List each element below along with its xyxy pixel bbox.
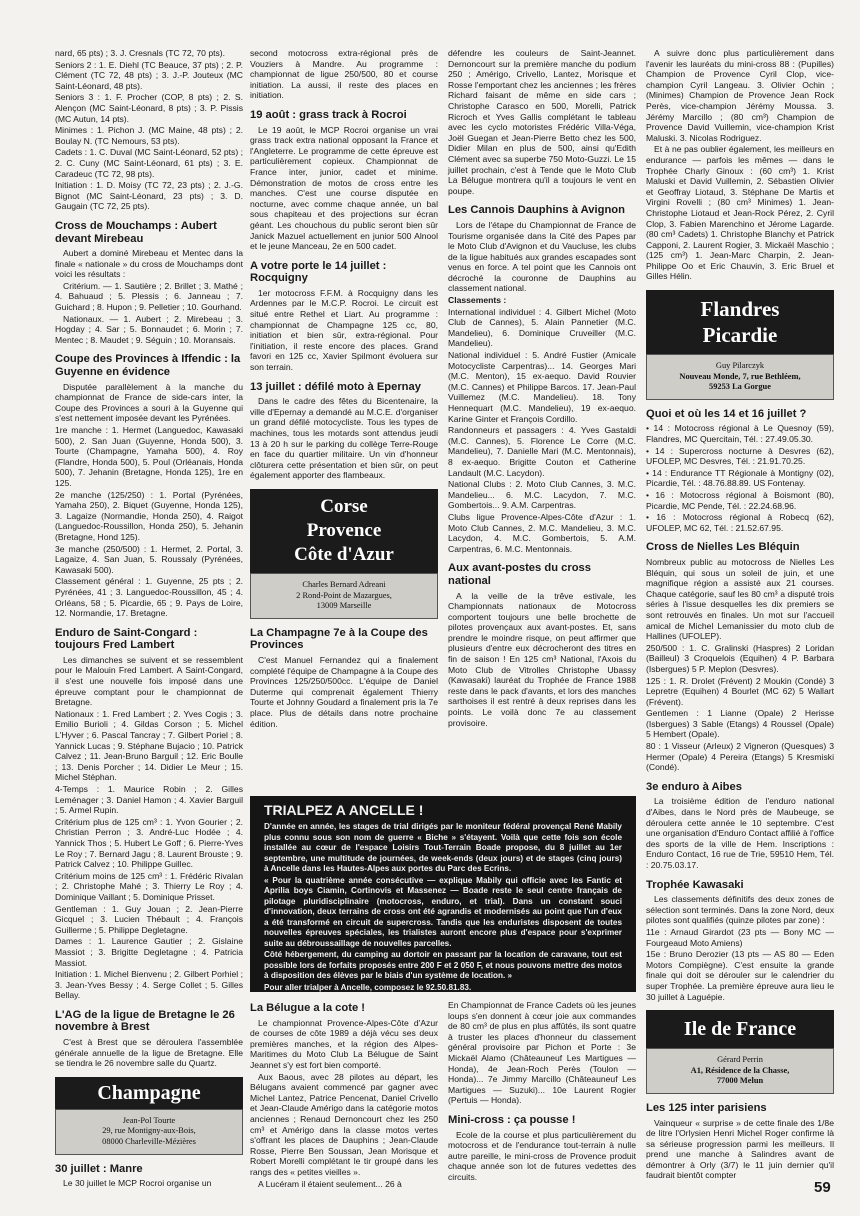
article-text: 1er motocross F.F.M. à Rocquigny dans les Ardennes par le M.C.P. Rocroi. Le circuit est situé entre Rethel et Liart. Au programme : championnat de Champagne 125 cc, 80, initiation et bien sûr, extra-régional. Pour l'initiation, il reste encore des places. Grand favori en 125 cc, Xavier Spilmont évoluera sur son terrain. xyxy=(250,287,438,373)
result-line: Gentleman : 1. Guy Jouan ; 2. Jean-Pierre Gicquel ; 3. Lucien Thébault ; 4. François Guillerme ; 5. Philippe Degletagne. xyxy=(55,903,243,935)
article-text: Nombreux public au motocross de Nielles Les Bléquin, qui sous un soleil de juin, et une magnifique région a assisté aux 21 courses. Chaque catégorie, sauf les 80 cm³ a disputé trois séries à l'issue desquelles les dix premiers se sont retrouvés en finales. Un mot sur l'accueil amical de Michel Lemanissier du moto club de Hallines (UFOLEP). xyxy=(646,556,834,642)
article-text: Vainqueur « surprise » de cette finale des 1/8e de litre l'Orlysien Henri Michel Roger confirme là sa sérieuse progression parmi les meilleurs. Il prend une manche à Salindres avant de démontrer à Orly (3/7) le 11 juin dernier qu'il faudrait bientôt compter xyxy=(646,1117,834,1181)
region-address xyxy=(646,354,834,400)
region-banner-champagne xyxy=(55,1077,243,1109)
region-name: Corse xyxy=(320,495,368,517)
article-title-ag: L'AG de la ligue de Bretagne le 26 novembre à Brest xyxy=(55,1008,235,1034)
result-line: Critérium plus de 125 cm³ : 1. Yvon Gourier ; 2. Christian Perron ; 3. André-Luc Hodée ; 4. Yannick Thos ; 5. Hubert Le Goff ; 6. Pierre-Yves Le Roy ; 7. Bernard Jagu ; 8. Laurent Brouste ; 9. Patrick Calvez ; 10. Philippe Guillec. xyxy=(55,816,243,870)
result-line: 4-Temps : 1. Maurice Robin ; 2. Gilles Leménager ; 3. Daniel Hamon ; 4. Xavier Barguil ; 5. Armel Rupin. xyxy=(55,784,243,816)
lower-left-article xyxy=(250,996,438,1189)
result-line: Randonneurs et passagers : 4. Yves Gastaldi (M.C. Cannes), 5. Florence Le Corre (M.C. Mandelieu), 7. Danielle Mari (M.C. Mentonnais), 8 ex-aequo. Brigitte Couton et Catherine Landault (M.C. Lacydon). xyxy=(448,425,636,478)
article-text: défendre les couleurs de Saint-Jeannet. Dernoncourt sur la première manche du podium 250 ; Amérigo, Crivello, Lantez, Morisque et Rosse l'emportant chez les anciennes ; les frères Richard faisant de même en side cars ; Christophe Carasco en 500, Morelli, Patrick Ricroch et Yves Gallis complétant le tableau avec les cyclo motoristes Frédéric Villa-Véga, Joël Guegan et Jean-Pierre Betto chez les 500, Didier Milan en plus de 500, ainsi qu'Edith Clément avec sa superbe 750 Moto-Guzzi. Le 15 juillet prochain, c'est à Tende que le Moto Club La Bélugue montrera qu'il a toujours le vent en poupe. xyxy=(448,48,636,196)
address-line: 29, rue Montigny-aux-Bois, xyxy=(102,1126,196,1136)
article-text: Ecole de la course et plus particulièrement du motocross et de l'endurance tout-terrain à nulle autre pareille, le mini-cross de Provence produit chaque année son lot de futures vedettes des circuits. xyxy=(448,1129,636,1182)
result-line: Initiation : 1. Michel Bienvenu ; 2. Gilbert Porhiel ; 3. Jean-Yves Bessy ; 4. Serge Collet ; 5. Gilles Bellay. xyxy=(55,969,243,1001)
result-line: Clubs ligue Provence-Alpes-Côte d'Azur : 1. Moto Club Cannes, 2. M.C. Mandelieu, 3. M.C. Lacydon, 4. M.C. Gombertois, 5. A.M. Carpentras, 6. M.C. Mentonnais. xyxy=(448,511,636,554)
region-banner-flandres xyxy=(646,290,834,354)
article-title-belugue: La Bélugue a la cote ! xyxy=(250,1002,366,1014)
region-address xyxy=(646,1048,834,1094)
article-text: C'est à Brest que se déroulera l'assemblée générale annuelle de la ligue de Bretagne. Elle se tiendra le 26 novembre salle du Quartz. xyxy=(55,1037,243,1069)
address-line: Nouveau Monde, 7, rue Bethléem, xyxy=(679,371,801,381)
list-item: • 14 : Motocross régional à Le Quesnoy (59), Flandres, MC Quercitain, Tél. : 27.49.05.30. xyxy=(646,423,834,445)
list-item: • 16 : Motocross régional à Boismont (80), Picardie, MC Pende, Tél. : 22.24.68.96. xyxy=(646,490,834,511)
article-title-manre: 30 juillet : Manre xyxy=(55,1162,143,1175)
article-title-champagne7: La Champagne 7e à la Coupe des Provinces xyxy=(250,626,428,652)
region-address xyxy=(250,573,438,619)
result-line: Seniors 3 : 1. F. Procher (COP, 8 pts) ; 2. S. Alençon (MC Saint-Léonard, 8 pts) ; 3. P. Pissis (MC Autun, 14 pts). xyxy=(55,92,243,124)
article-text: second motocross extra-régional près de Vouziers à Mandre. Au programme : championnat de ligue 250/500, 80 et course initiation. La aussi, il reste des places en initiation. xyxy=(250,48,438,101)
article-text: Aubert a dominé Mirebeau et Mentec dans la finale « nationale » du cross de Mouchamps dont voici les résultats : xyxy=(55,248,243,280)
trial-feature-box xyxy=(250,796,636,992)
article-title-kawasaki: Trophée Kawasaki xyxy=(646,878,744,891)
address-line: 13009 Marseille xyxy=(316,601,372,611)
result-line: Nationaux : 1. Fred Lambert ; 2. Yves Cogis ; 3. Emilio Burioli ; 4. Gildas Corson ; 5. Michel L'Hyver ; 6. Pascal Tancray ; 7. Gilbert Poriel ; 8. Yannick Lucas ; 9. Stéphane Bujacio ; 10. Patrick Calvez ; 11. Jean-Bruno Barguil ; 12. Eric Boulle ; 13. Denis Porcher ; 14. Didier Le Meur ; 15. Michel Stéphan. xyxy=(55,708,243,783)
result-line: 250/500 : 1. C. Gralinski (Haspres) 2 Loridan (Bailleul) 3 Croquelois (Equihen) 4 P. Barbara (Isbergues) 5 P. Meplon (Desvres). xyxy=(646,642,834,674)
address-line: Guy Pilarczyk xyxy=(715,361,765,371)
article-title-nielles: Cross de Nielles Les Bléquin xyxy=(646,541,800,554)
column-4 xyxy=(646,48,834,1181)
article-text: Les dimanches se suivent et se ressemblent pour le Malouin Fred Lambert. A Saint-Congard, il s'est une nouvelle fois imposé dans une épreuve comptant pour le championnat de Bretagne. xyxy=(55,654,243,708)
result-line: 125 : 1. R. Drolet (Frévent) 2 Moukin (Condé) 3 Lepretre (Equihen) 4 Bourlet (MC 62) 5 Wallart (Frévent). xyxy=(646,675,834,707)
result-line: Nationaux. — 1. Aubert ; 2. Mirebeau ; 3. Hogday ; 4. Sar ; 5. Bonnaudet ; 6. Morin ; 7. Mentec ; 8. Maudet ; 9. Séguin ; 10. Moransais. xyxy=(55,313,243,345)
result-line: 15e : Bruno Derozier (13 pts — AS 80 — Eden Motors Compiègne). C'est ensuite la grande finale qui doit se dérouler sur le calendrier du super Trophée. La première épreuve aura lieu le 30 juillet à Laguépie. xyxy=(646,949,834,1002)
region-banner-corse xyxy=(250,489,438,573)
article-title-epernay: 13 juillet : défilé moto à Epernay xyxy=(250,380,421,393)
address-line: 08000 Charleville-Mézières xyxy=(102,1137,196,1147)
result-line: 11e : Arnaud Girardot (23 pts — Bony MC — Fourgeaud Moto Amiens) xyxy=(646,926,834,948)
address-line: 59253 La Gorgue xyxy=(709,382,771,392)
result-line: 80 : 1 Visseur (Arleux) 2 Vigneron (Quesques) 3 Hermer (Opale) 4 Pereira (Etangs) 5 Kresmiski (Condé). xyxy=(646,741,834,773)
page-number: 59 xyxy=(814,1179,831,1196)
result-line: National Clubs : 2. Moto Club Cannes, 3. M.C. Mandelieu... 6. M.C. Lacydon, 7. M.C. Gombertois... 9. A.M. Carpentras. xyxy=(448,479,636,511)
region-banner-idf xyxy=(646,1010,834,1048)
trial-paragraph: D'année en année, les stages de trial dirigés par le moniteur fédéral provençal René Mabily plus connu sous son nom de guerre « Biche » s'étayent. Voilà que cette fois son école installée au cœur de l'espace Loisirs Tout-Terrain Boade propose, du 8 juillet au 1er septembre, une multitude de journées, de week-ends (deux jours) et de stages (cinq jours) à Ancelle dans les Hautes-Alpes aux portes du Parc des Ecrins. xyxy=(264,822,622,873)
address-line: A1, Résidence de la Chasse, xyxy=(690,1065,790,1075)
address-line: 77000 Melun xyxy=(716,1076,764,1086)
region-name: Provence xyxy=(306,519,382,541)
article-title-iffendic: Coupe des Provinces à Iffendic : la Guyenne en évidence xyxy=(55,353,241,379)
article-title-quoi: Quoi et où les 14 et 16 juillet ? xyxy=(646,407,807,420)
region-name: Champagne xyxy=(97,1081,201,1104)
lower-right-article xyxy=(448,996,636,1182)
article-text: Le championnat Provence-Alpes-Côte d'Azur de courses de côte 1989 a déjà vécu ses deux premières manches, et la région des Alpes-Maritimes du Moto Club La Bélugue de Saint Jeannet s'y est fort bien comporté. xyxy=(250,1017,438,1070)
trial-title: TRIALPEZ A ANCELLE ! xyxy=(264,802,424,818)
address-line: Gérard Perrin xyxy=(717,1055,763,1065)
address-line: 2 Rond-Point de Mazargues, xyxy=(296,590,392,600)
result-line: nard, 65 pts) ; 3. J. Cresnals (TC 72, 70 pts). xyxy=(55,48,226,58)
trial-paragraph: « Pour la quatrième année consécutive — explique Mabily qui officie avec les Fantic et Aprilia boys Ciamin, Cortinovis et Massenez — Boade reste le seul centre français de pilotage pluridisciplinaire (motocross, enduro, et trial). Dans un constant souci d'innovation, deux terrains de cross ont été agrandis et modernisés au point que l'un d'eux a été transformé en circuit de supercross. Tandis que les enduristes disposent de toutes nouvelles épreuves spéciales, les trialistes auront encore plus d'espace pour s'exprimer suite au débroussaillage de nouvelles parcelles. xyxy=(264,875,622,948)
article-title-mini-cross: Mini-cross : ça pousse ! xyxy=(448,1113,576,1126)
address-line: Jean-Pol Tourte xyxy=(122,1115,176,1125)
trial-paragraph: Pour aller trialper à Ancelle, composez le 92.50.81.83. xyxy=(264,982,472,992)
article-text: Et à ne pas oublier également, les meilleurs en endurance — parfois les mêmes — dans le Trophée Charly Ginoux : (60 cm³) 1. Krist Maluski et David Vuillemin, 2. Sébastien Olivier et Geoffray Liotaud, 3. Stéphane De Martis et Virgini Rovelli ; (80 cm³ Minimes) 1. Jean-Christophe Liotaud et Jean-Rock Pérez, 2. Cyril Clop, 3. Fabien Marenchino et Jérome Lagarde. (80 cm³ Cadets) 1. Christophe Blanchy et Patrick Capponi, 2. Laurent Rogier, 3. Mickaël Maschio ; (125 cm³) 1. Jean-Marc Charpin, 2. Jean-Philippe Oo et Eric Chauvin, 3. Eric Bruel et Gilles Hélin. xyxy=(646,144,834,282)
article-text: Disputée parallèlement à la manche du championnat de France de side-cars inter, la Coupe des Provinces a souri à la Guyenne qui s'est nettement imposée devant les Pyrénées. xyxy=(55,381,243,424)
article-title-rocquigny: A votre porte le 14 juillet : Rocquigny xyxy=(250,259,387,285)
list-item: • 16 : Motocross régional à Robecq (62), UFOLEP, MC 62, Tél. : 21.52.67.95. xyxy=(646,512,834,533)
result-line: National individuel : 5. André Fustier (Amicale Motocycliste Carpentras)... 14. Georges Mari (M.C. Menton), 15 ex-aequo. David Rouvier (M.C. Cannes) et Philippe Barcos. 17. Jean-Paul Vuillemez (M.C. Mandelieu). 18. Tony Hennequart (M.C. Mandelieu), 19 ex-aequo. Karine Ginter et François Cordillo. xyxy=(448,350,636,424)
article-text: Aux Baous, avec 28 pilotes au départ, les Bélugans avaient commencé par gagner avec Michel Lantez, Patrice Pencenat, Daniel Crivello et Jean-Claude Amérigo dans la catégorie motos anciennes ; Renaud Dernoncourt chez les 250 cm³ et Amérigo dans la classe motos vertes s'offrant les places de Dauphins ; Jean-Claude Rosse, Pierre Ben Soussan, Jean Morisque et Robert Morelli complétant le tir groupé dans les rangs des « petites vieilles ». xyxy=(250,1071,438,1177)
list-item: • 14 : Supercross nocturne à Desvres (62), UFOLEP, MC Desvres, Tél. : 21.91.70.25. xyxy=(646,445,834,467)
trial-paragraph: Côté hébergement, du camping au dortoir en passant par la location de caravane, tout est possible lors de forfaits proposés entre 200 F et 2 050 F, et nous pouvons mettre des motos à disposition des élèves par le biais d'un système de location. » xyxy=(264,950,622,980)
result-line: Classement général : 1. Guyenne, 25 pts ; 2. Pyrénées, 41 ; 3. Languedoc-Roussillon, 45 ; 4. Orléans, 58 ; 5. Picardie, 65 ; 9. Pays de Loire, 12. Normandie, 17. Bretagne. xyxy=(55,576,243,619)
address-line: Charles Bernard Adreani xyxy=(302,579,386,589)
article-text: Le 19 août, le MCP Rocroi organise un vrai grass track extra national opposant la France et l'Angleterre. Le programme de cette épreuve est particulièrement copieux. Championnat de France inter, junior, cadet et minime. Démonstration de motos de cross entre les manches. C'est une course disputée en nocturne, avec comme chaque année, un bal sous chapiteau et des projections sur écran géant. Les chouchous du public seront bien sûr Janick Mazuel actuellement en junior 500 Alnool et le jeune Manceau, 2e en 500 cadet. xyxy=(250,124,438,252)
region-name: Côte d'Azur xyxy=(294,543,394,565)
region-name: Flandres xyxy=(700,297,780,322)
result-heading: Classements : xyxy=(448,295,507,306)
result-line: Cadets : 1. C. Duval (MC Saint-Léonard, 52 pts) ; 2. C. Cuny (MC Saint-Léonard, 61 pts) ; 3. E. Caradeuc (TC 72, 98 pts). xyxy=(55,147,243,179)
article-text: La troisième édition de l'enduro national d'Aibes, dans le Nord près de Maubeuge, se déroulera cette année le 10 septembre. C'est une organisation d'Enduro Contact affilié à l'office des sports de la ville de Hem. Inscriptions : Enduro Contact, 16 rue de Trie, 59510 Hem, Tél. : 20.75.03.17. xyxy=(646,796,834,870)
result-line: Critérium. — 1. Sautière ; 2. Brillet ; 3. Mathé ; 4. Bahuaud ; 5. Plessis ; 6. Janneau ; 7. Guichard ; 8. Hupon ; 9. Pelletier ; 10. Gourhand. xyxy=(55,280,243,313)
column-3 xyxy=(448,48,636,792)
result-line: Minimes : 1. Pichon J. (MC Maine, 48 pts) ; 2. Boulay N. (TC Nemours, 53 pts). xyxy=(55,125,243,146)
region-name: Ile de France xyxy=(683,1018,797,1041)
result-line: Seniors 2 : 1. E. Diehl (TC Beauce, 37 pts) ; 2. P. Clément (TC 72, 48 pts) ; 3. J.-P. Jouteux (MC Saint-Léonard, 48 pts). xyxy=(55,59,243,91)
article-text: A Lucéram il étaient seulement... 26 à xyxy=(258,1178,402,1189)
result-line: Initiation : 1. D. Moisy (TC 72, 23 pts) ; 2. J.-G. Bignot (MC Saint-Léonard, 23 pts) ; 3. D. Gaugain (TC 72, 25 pts). xyxy=(55,180,243,212)
article-text: En Championnat de France Cadets où les jeunes loups s'en donnent à cœur joie aux commandes de 80 cm³ de plus en plus affûtés, ils sont quatre à truster les places d'honneur du classement général provisoire par Pichon et Porte : 3e Mickaël Alamo (Châteauneuf Les Martigues — Honda), 4e Jean-Roch Perès (Toulon — Honda)... 7e Jimmy Marcillo (Châteauneuf Les Martigues — Suzuki)... 10e Laurent Rogier (Pertuis — Honda). xyxy=(448,1000,636,1106)
article-title-cannois: Les Cannois Dauphins à Avignon xyxy=(448,204,625,217)
article-text: Dans le cadre des fêtes du Bicentenaire, la ville d'Epernay a demandé au M.C.E. d'organiser un grand défilé motocycliste. Tous les types de machines, tous les motards sont attendus jeudi 13 à 20 h sur le parking du collège Terre-Rouge en face du quartier militaire. Un vin d'honneur clôturera cette présentation et bien sûr, on peut également apporter des flambeaux. xyxy=(250,396,438,481)
list-item: • 14 : Endurance TT Régionale à Montigny (02), Picardie, Tél. : 48.76.88.89. US Fontenay. xyxy=(646,467,834,489)
article-title-rocroi: 19 août : grass track à Rocroi xyxy=(250,108,407,121)
article-text: A suivre donc plus particulièrement dans l'avenir les lauréats du mini-cross 88 : (Pupilles) Champion de Provence Cyril Clop, vice-champion Cyril Langeau. 3. Olivier Ochin ; (Minimes) Champion de Provence Jean Rock Perès, vice-champion Jérémy Moussa. 3. Jérémy Marcillo ; (80 cm³) Champion de Provence David Vuillemin, vice-champion Krist Maluski. 3. Nicolas Rodriguez. xyxy=(646,48,834,143)
result-line: Critérium moins de 125 cm³ : 1. Frédéric Rivalan ; 2. Christophe Mahé ; 3. Thierry Le Roy ; 4. Dominique Vaillant ; 5. Dominique Prisset. xyxy=(55,870,243,902)
article-title-125-inter: Les 125 inter parisiens xyxy=(646,1101,767,1114)
article-title-mouchamps: Cross de Mouchamps : Aubert devant Mirebeau xyxy=(55,219,217,245)
result-line: Dames : 1. Laurence Gautier ; 2. Gislaine Massiot ; 3. Brigitte Degletagne ; 4. Patricia Massiot. xyxy=(55,936,243,968)
region-name: Picardie xyxy=(702,323,778,348)
article-text: Les classements définitifs des deux zones de sélection sont terminés. Dans la zone Nord, deux pilotes sont qualifiés (quinze pilotes par zone) : xyxy=(646,894,834,926)
region-address xyxy=(55,1109,243,1155)
column-1 xyxy=(55,48,243,1189)
article-title-aibes: 3e enduro à Aibes xyxy=(646,780,742,793)
article-title-congard: Enduro de Saint-Congard : toujours Fred Lambert xyxy=(55,626,198,652)
result-line: International individuel : 4. Gilbert Michel (Moto Club de Cannes), 5. Alain Pannetier (M.C. Mandelieu), 6. Dominique Cruveiller (M.C. Mandelieu). xyxy=(448,306,636,349)
result-line: 3e manche (250/500) : 1. Hermet, 2. Portal, 3. Lagaize, 4. San Juan, 5. Roussaly (Pyrénées, Kawasaki 500). xyxy=(55,543,243,575)
result-line: Gentlemen : 1 Lianne (Opale) 2 Herisse (Isbergues) 3 Sable (Etangs) 4 Roussel (Opale) 5 Hembert (Opale). xyxy=(646,708,834,740)
column-2 xyxy=(250,48,438,792)
result-line: 1re manche : 1. Hermet (Languedoc, Kawasaki 500), 2. San Juan (Guyenne, Honda 500), 3. Tourte (Champagne, Yamaha 500), 4. Roy (Flandre, Honda 500), 5. Poul (Orléanais, Honda 500), 7. Jehanin (Bretagne, Honda 125), 1re en 125. xyxy=(55,425,243,488)
article-text: A la veille de la trêve estivale, les Championnats nationaux de Motocross comportent toujours une belle brochette de pilotes provençaux aux avant-postes. Et, sans prendre le moindre risque, on peut affirmer que plusieurs d'entre eux décrocheront des titres en fin de saison ! En 125 cm³ National, l'Axois du Moto Club de Vitrolles Christophe Ubassy (Kawasaki) lauréat du Trophée de France 1988 reste dans le pack d'avants, et lors des manches sarthoises il est rentré à deux reprises dans les points. Le voilà donc 7e au classement provisoire. xyxy=(448,590,636,728)
result-line: 2e manche (125/250) : 1. Portal (Pyrénées, Yamaha 250), 2. Biquet (Guyenne, Honda 125), 3. Lagaize (Normandie, Honda 250), 4. Raigot (Languedoc-Roussillon, Honda 250), 5. Jehanin (Bretagne, Hond 125). xyxy=(55,489,243,542)
article-text: Lors de l'étape du Championnat de France de Tourisme organisée dans la Cité des Papes par le Moto Club d'Avignon et du Vaucluse, les clubs de la ligue habitués aux grandes escapades sont venus en force. A tel point que les Cannois ont décroché la couronne de Dauphins au classement national. xyxy=(448,219,636,294)
article-text: Le 30 juillet le MCP Rocroi organise un xyxy=(63,1178,212,1189)
article-text: C'est Manuel Fernandez qui a finalement complété l'équipe de Champagne à la Coupe des Provinces 125/250/500cc. L'équipe de Daniel Duterme qui comprenait également Thierry Tourte et Johnny Goudard a finalement pris la 7e place. Plus de détails dans notre prochaine édition. xyxy=(250,654,438,729)
article-title-avant-postes: Aux avant-postes du cross national xyxy=(448,562,591,587)
